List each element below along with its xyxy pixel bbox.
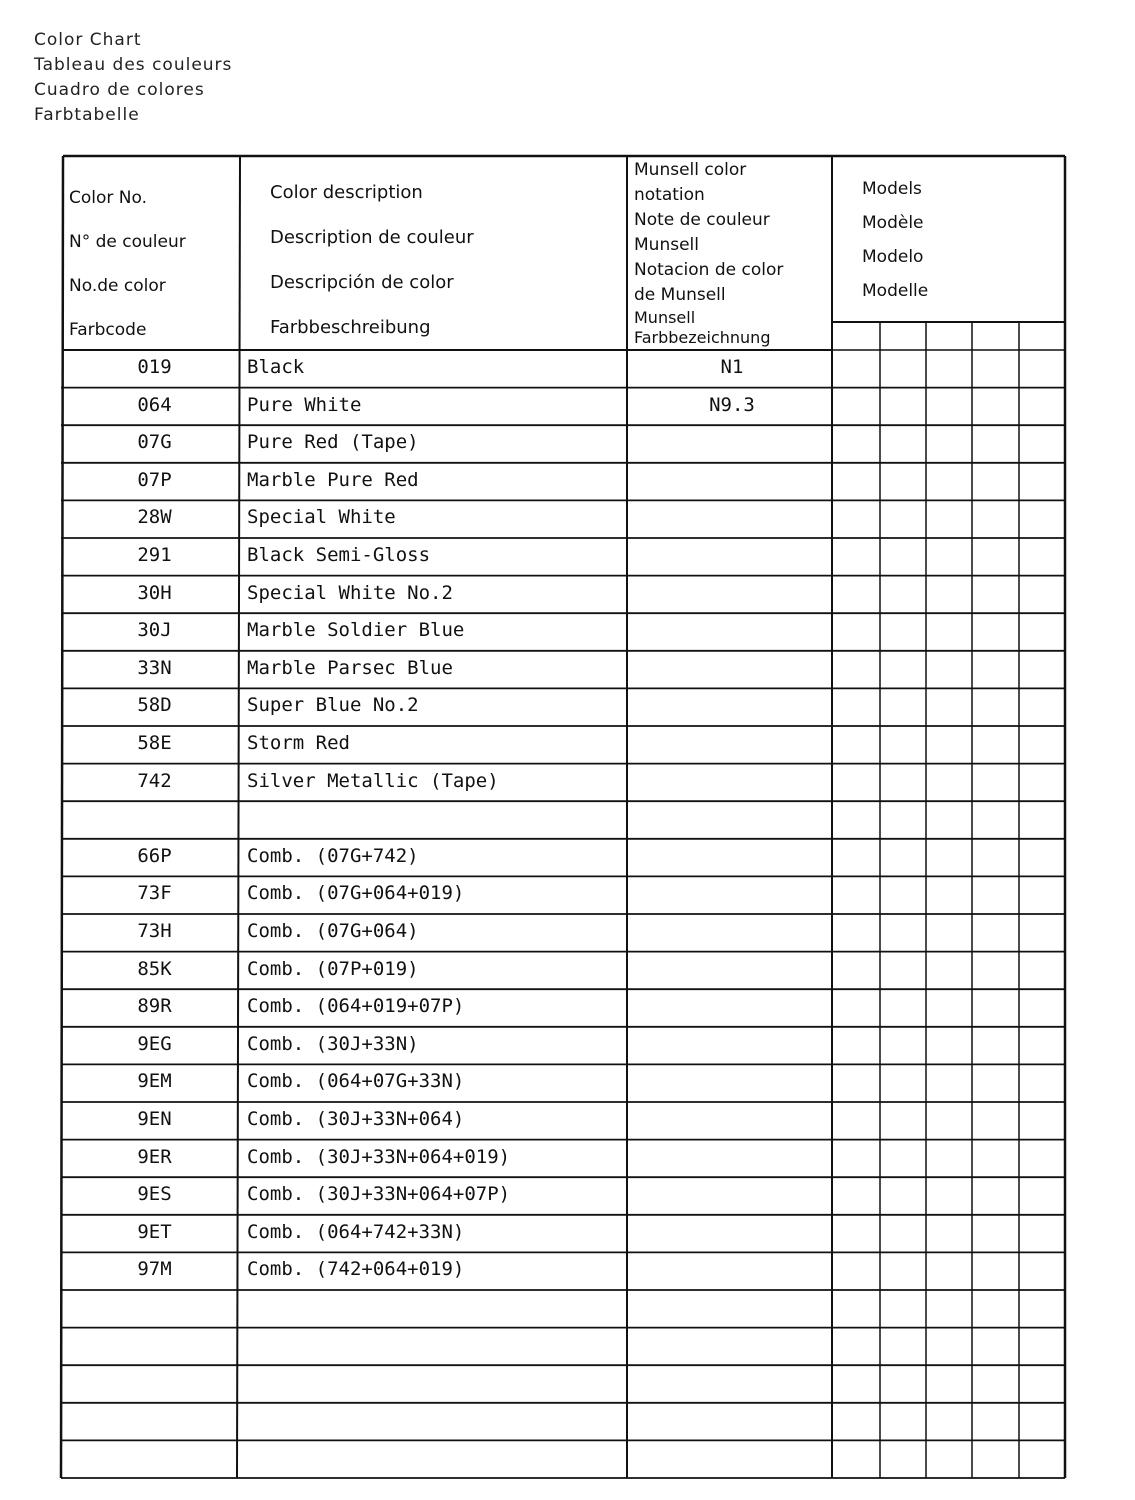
color-code: 33N: [137, 656, 172, 679]
title-french: Tableau des couleurs: [34, 55, 233, 75]
color-code: 30J: [137, 619, 172, 642]
color-code: 58E: [137, 732, 172, 754]
chart-title-block: [34, 28, 232, 128]
color-code: 89R: [137, 995, 172, 1018]
table-row: [57, 958, 1067, 990]
color-code: 9ER: [137, 1145, 172, 1168]
table-row: [57, 431, 1067, 463]
color-description: Special White: [247, 506, 396, 529]
color-description: Comb. (742+064+019): [247, 1258, 465, 1281]
table-row: [57, 920, 1067, 952]
table-row: [57, 807, 1067, 839]
color-code: 28W: [137, 506, 172, 529]
table-row: [57, 619, 1067, 651]
color-description: Comb. (30J+33N+064): [247, 1108, 465, 1130]
color-description: Comb. (07G+742): [247, 844, 419, 867]
header-models: Models Modèle Modelo Modelle: [862, 179, 929, 301]
table-row: [57, 1258, 1067, 1290]
table-row: [57, 1070, 1067, 1102]
munsell-notation: N1: [720, 356, 744, 378]
color-code: 9ES: [137, 1183, 172, 1206]
table-row: [57, 356, 1067, 388]
color-code: 73H: [137, 920, 172, 942]
color-description: Black Semi-Gloss: [247, 544, 431, 566]
color-chart-table: [57, 154, 1067, 1484]
table-row: [57, 1108, 1067, 1140]
color-description: Pure White: [247, 393, 362, 416]
header-color-description: Color description Description de couleur Descripción de color Farbbeschreibung: [270, 182, 474, 338]
color-description: Comb. (07P+019): [247, 957, 419, 980]
color-code: 019: [137, 356, 172, 378]
title-english: Color Chart: [34, 30, 142, 50]
color-description: Pure Red (Tape): [247, 431, 419, 454]
color-code: 97M: [137, 1258, 172, 1281]
color-description: Comb. (30J+33N+064+07P): [247, 1183, 511, 1206]
color-code: 07P: [137, 468, 172, 491]
color-description: Comb. (064+07G+33N): [247, 1070, 465, 1093]
color-description: Special White No.2: [247, 581, 453, 604]
table-row: [57, 1146, 1067, 1178]
color-description: Comb. (064+742+33N): [247, 1220, 465, 1243]
color-code: 9EN: [137, 1108, 172, 1130]
color-code: 07G: [137, 431, 172, 454]
color-description: Marble Parsec Blue: [247, 656, 453, 679]
table-row: [57, 845, 1067, 877]
table-row: [57, 1033, 1067, 1065]
table-row: [57, 1183, 1067, 1215]
color-code: 742: [137, 769, 172, 792]
color-description: Black: [247, 356, 305, 378]
table-row: [57, 506, 1067, 538]
color-description: Marble Pure Red: [247, 468, 419, 491]
color-code: 9EM: [137, 1070, 172, 1093]
table-row: [57, 1296, 1067, 1328]
table-row: [57, 1409, 1067, 1441]
color-description: Marble Soldier Blue: [247, 619, 465, 642]
table-row: [57, 732, 1067, 764]
table-row: [57, 995, 1067, 1027]
header-munsell-notation: Munsell color notation Note de couleur Munsell Notacion de color de Munsell Munsell Farbbezeichnung: [634, 160, 784, 347]
color-description: Comb. (30J+33N): [247, 1032, 419, 1055]
color-code: 73F: [137, 882, 172, 905]
table-row: [57, 1334, 1067, 1366]
color-code: 9ET: [137, 1220, 172, 1243]
color-code: 291: [137, 544, 172, 566]
table-row: [57, 882, 1067, 914]
color-description: Silver Metallic (Tape): [247, 769, 499, 792]
color-description: Comb. (07G+064): [247, 920, 419, 942]
title-german: Farbtabelle: [34, 105, 140, 125]
color-description: Comb. (30J+33N+064+019): [247, 1145, 511, 1168]
color-code: 064: [137, 393, 172, 416]
color-description: Comb. (064+019+07P): [247, 995, 465, 1018]
table-row: [57, 694, 1067, 726]
color-code: 85K: [137, 957, 172, 980]
color-description: Storm Red: [247, 732, 350, 754]
color-code: 30H: [137, 581, 172, 604]
color-description: Comb. (07G+064+019): [247, 882, 465, 905]
table-row: [57, 394, 1067, 426]
table-row: [57, 469, 1067, 501]
table-row: [57, 1221, 1067, 1253]
table-row: [57, 1371, 1067, 1403]
table-row: [57, 1446, 1067, 1478]
table-row: [57, 657, 1067, 689]
color-code: 9EG: [137, 1032, 172, 1055]
table-row: [57, 770, 1067, 802]
color-description: Super Blue No.2: [247, 694, 419, 717]
table-row: [57, 582, 1067, 614]
title-spanish: Cuadro de colores: [34, 80, 205, 100]
header-color-number: Color No. N° de couleur No.de color Farbcode: [69, 188, 186, 340]
munsell-notation: N9.3: [709, 393, 755, 416]
color-code: 66P: [137, 844, 172, 867]
color-code: 58D: [137, 694, 172, 717]
table-row: [57, 544, 1067, 576]
